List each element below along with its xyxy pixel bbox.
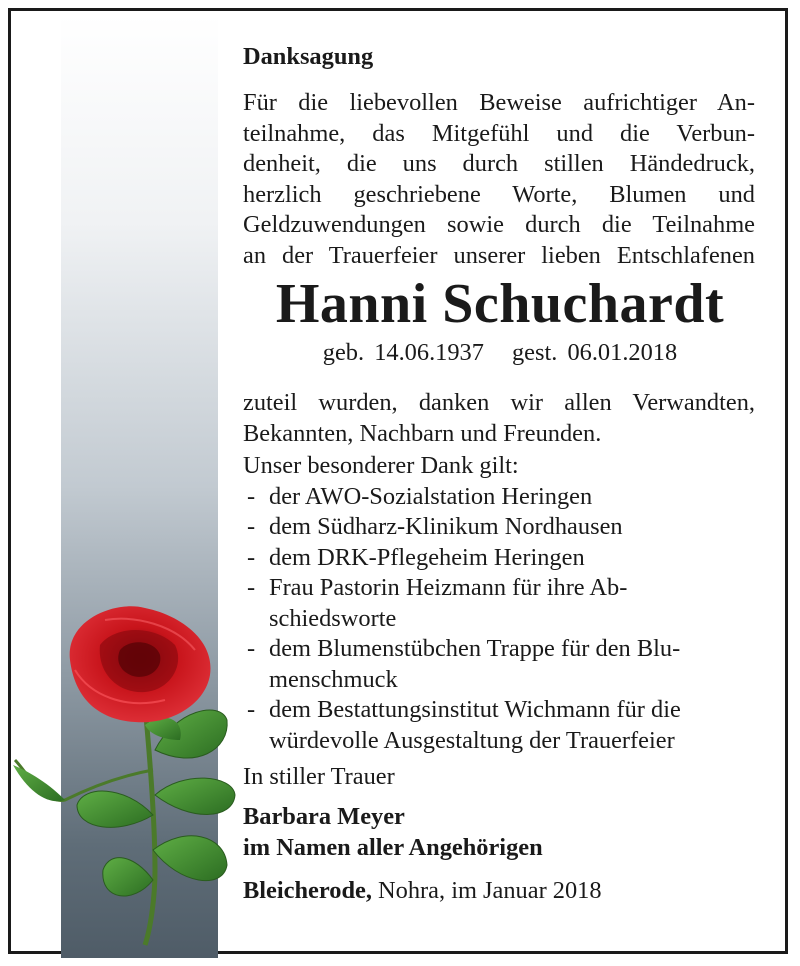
place-date <box>243 876 602 907</box>
life-dates <box>250 338 750 368</box>
intro-line: Für die liebevollen Beweise aufrichtiger An- <box>243 89 755 116</box>
intro-line: an der Trauerfeier unserer lieben Entschlafenen <box>243 241 755 269</box>
death-date: gest. 06.01.2018 <box>511 339 678 366</box>
intro-line: denheit, die uns durch stillen Händedruck, <box>243 150 755 177</box>
place-town: Bleicherode, <box>243 877 372 904</box>
special-heading: Unser besonderer Dank gilt: <box>243 452 519 479</box>
intro-line: Geldzuwendungen sowie durch die Teilnahme <box>243 211 755 238</box>
intro-line: teilnahme, das Mitgefühl und die Verbun- <box>243 119 755 147</box>
intro-line: herzlich geschriebene Worte, Blumen und <box>243 180 755 208</box>
list-item: - dem DRK-Pflegeheim Heringen <box>247 543 585 571</box>
list-item: - dem Südharz-Klinikum Nordhausen <box>247 513 623 540</box>
intro-paragraph <box>243 88 755 271</box>
mourning-line: In stiller Trauer <box>243 763 395 790</box>
heading: Danksagung <box>243 43 374 70</box>
signatory-note: im Namen aller Angehörigen <box>243 833 543 861</box>
list-item: - dem Blumenstübchen Trappe für den Blu- menschmuck <box>247 635 681 693</box>
signatories <box>243 802 543 863</box>
red-rose-image <box>5 600 245 950</box>
special-thanks <box>243 451 681 756</box>
thanks-line: zuteil wurden, danken wir allen Verwandten, <box>243 389 755 416</box>
place-rest: Nohra, im Januar 2018 <box>378 877 602 904</box>
signatory-name: Barbara Meyer <box>243 803 405 830</box>
thanks-paragraph <box>243 388 755 449</box>
list-item: - der AWO-Sozialstation Heringen <box>247 482 593 510</box>
birth-date: geb. 14.06.1937 <box>322 339 484 366</box>
list-item: - Frau Pastorin Heizmann für ihre Ab- schiedsworte <box>247 574 628 632</box>
deceased-name: Hanni Schuchardt <box>275 273 725 335</box>
thanks-line: Bekannten, Nachbarn und Freunden. <box>243 419 602 447</box>
list-item: - dem Bestattungsinstitut Wichmann für die würdevolle Ausgestaltung der Trauerfeier <box>247 696 681 754</box>
